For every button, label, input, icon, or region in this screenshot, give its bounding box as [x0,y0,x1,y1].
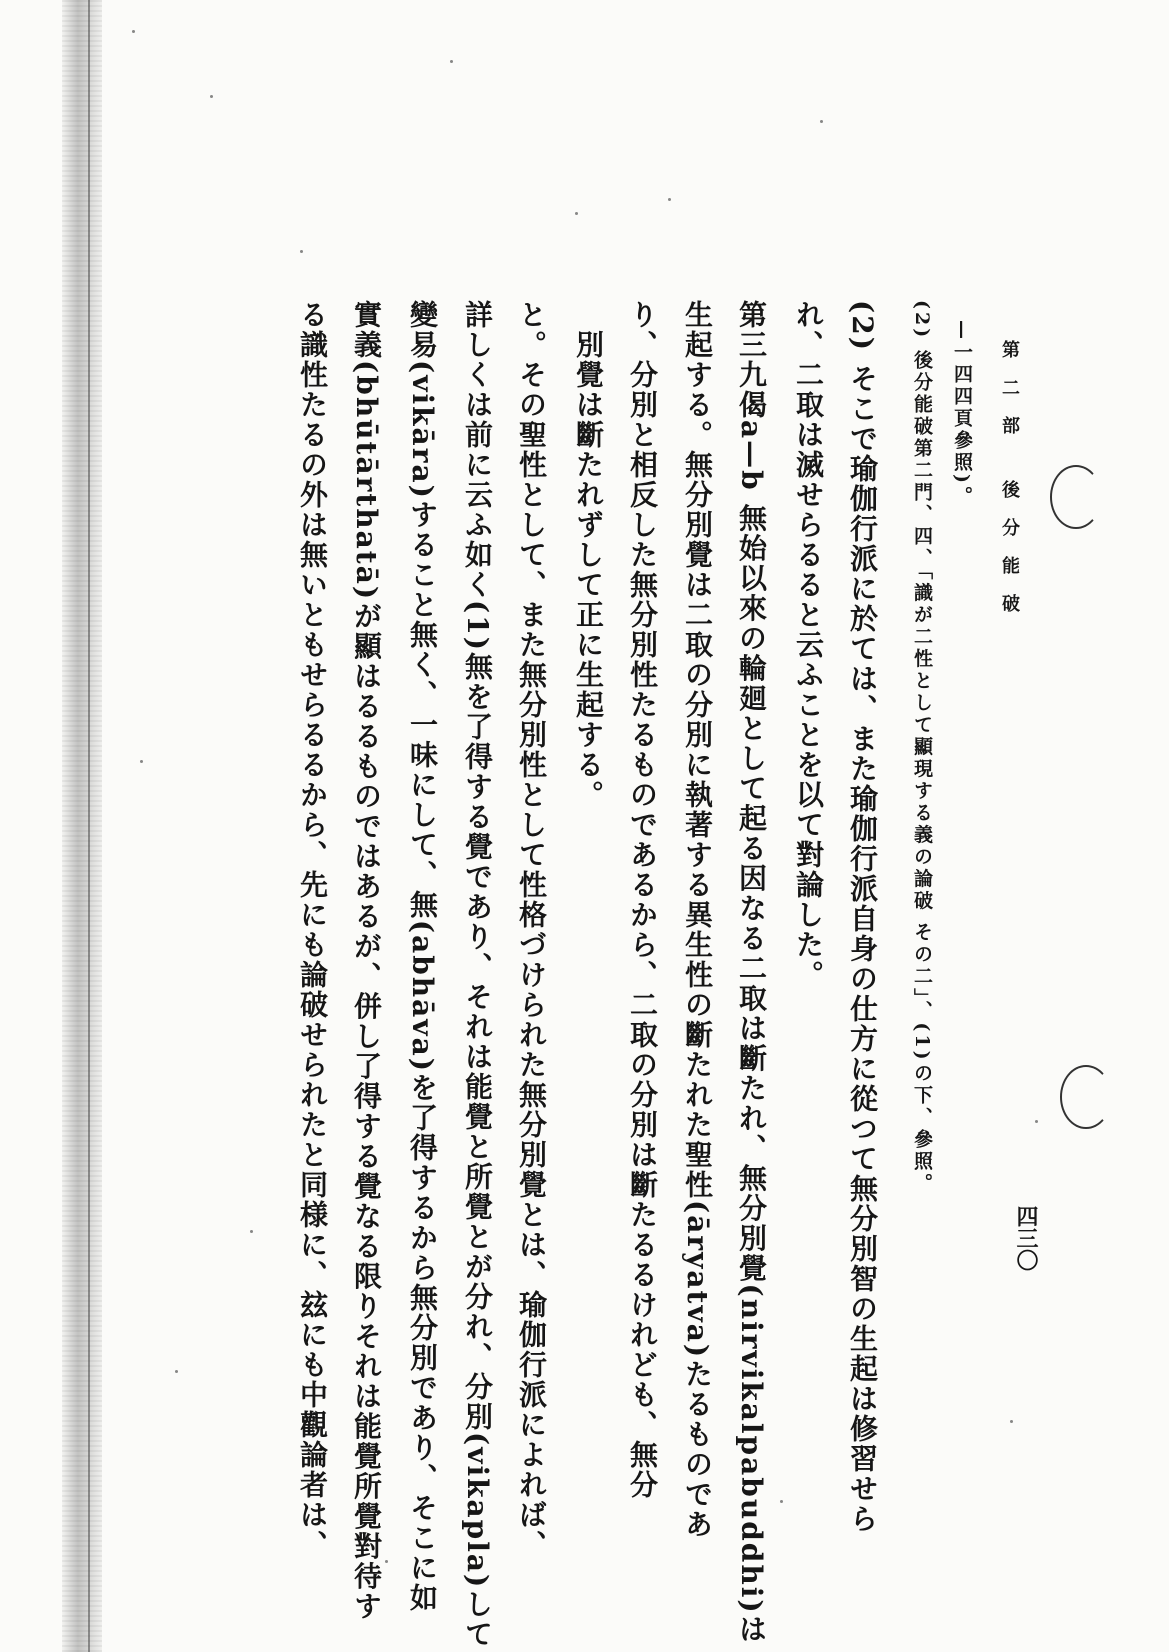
scan-ring-mark [1060,1065,1112,1129]
text-line: 第三九偈a—b 無始以來の輪廻として起る因なる二取は斷たれ、無分別覺(nirvikalpabuddhi)は [735,300,768,1645]
text-line: 變易(vikāra)すること無く、一味にして、無(abhāva)を了得するから無分別であり、そこに如 [406,300,439,1613]
scan-speck [175,1370,178,1373]
text-line: 別覺は斷たれずして正に生起する。 [572,330,605,810]
running-title: 第二部 後分能破 [999,340,1020,633]
scan-speck [210,95,213,98]
scan-speck [450,60,453,63]
scan-speck [1010,1420,1013,1423]
scan-speck [575,212,578,215]
text-line: 生起する。無分別覺は二取の分別に執著する異生性の斷たれた聖性(āryatva)たるものであ [681,300,714,1540]
page-number: 四三〇 [1013,1205,1039,1271]
scan-speck [1035,1120,1038,1123]
scan-speck [140,760,143,763]
text-line: り、分別と相反した無分別性たるものであるから、二取の分別は斷たるるけれども、無分 [626,300,659,1500]
text-line: 實義(bhūtārthatā)が顯はるるものではあるが、併し了得する覺なる限りそれは能覺所覺對待す [350,300,383,1622]
binding-line [88,0,90,1652]
note-line: —一四四頁參照)。 [951,320,973,508]
scan-speck [300,250,303,253]
text-line: 詳しくは前に云ふ如く(1)無を了得する覺であり、それは能覺と所覺とが分れ、分別(vikapla)して [461,300,494,1650]
text-line: れ、二取は滅せらるると云ふことを以て對論した。 [792,300,825,990]
scan-speck [385,1560,388,1563]
text-line: (2) そこで瑜伽行派に於ては、また瑜伽行派自身の仕方に從つて無分別智の生起は修習せら [846,300,879,1534]
note-line: (2) 後分能破第二門、四、「識が二性として顯現する義の論破 その二」、(1)の下、參照。 [911,300,933,1195]
scan-speck [250,1230,253,1233]
binding-edge [62,0,102,1652]
scan-speck [668,198,671,201]
text-line: る識性たるの外は無いともせらるるから、先にも論破せられたと同様に、玆にも中觀論者は、 [296,300,329,1560]
text-line: と。その聖性として、また無分別性として性格づけられた無分別覺とは、瑜伽行派によれば、 [515,300,548,1560]
scan-speck [132,30,135,33]
scan-speck [820,120,823,123]
scan-speck [780,1500,783,1503]
scan-ring-mark [1050,465,1102,529]
